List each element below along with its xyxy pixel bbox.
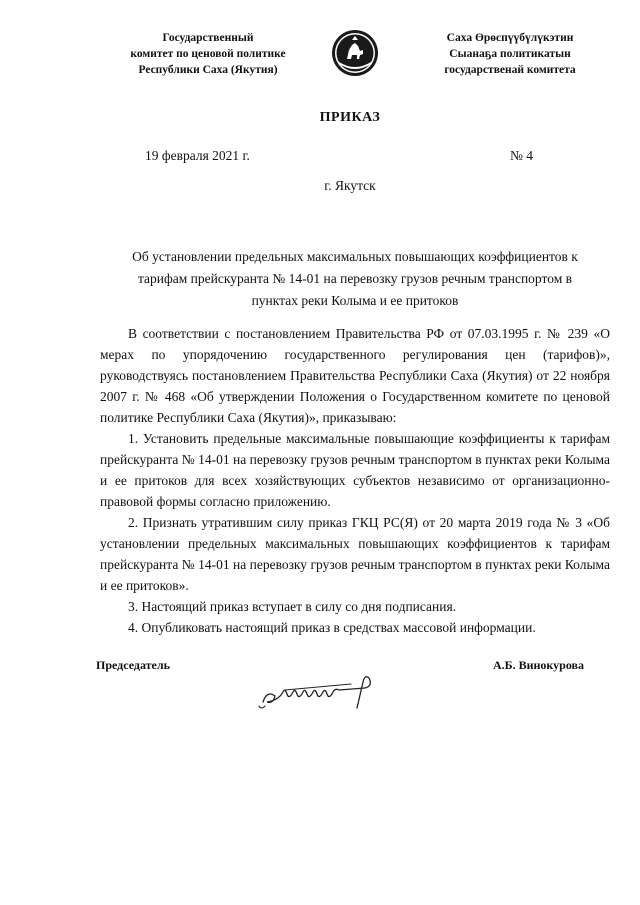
header-right bbox=[410, 30, 610, 78]
document-title: ПРИКАЗ bbox=[319, 110, 381, 125]
body-paragraph: 4. Опубликовать настоящий приказ в средствах массовой информации. bbox=[128, 620, 536, 635]
header-right-line: государственай комитета bbox=[444, 64, 576, 76]
header-right-line: Сыанаҕа политикатын bbox=[449, 48, 571, 60]
document-city: г. Якутск bbox=[324, 178, 376, 193]
signatory-role: Председатель bbox=[96, 658, 170, 672]
subject-line: пунктах реки Колыма и ее притоков bbox=[251, 293, 459, 308]
header-right-line: Саха Өрөспүүбүлүкэтин bbox=[446, 32, 574, 44]
body-paragraph: 2. Признать утратившим силу приказ ГКЦ РС(Я) от 20 марта 2019 года № 3 «Об установлении предельных максимальных повышающих коэффициентов к тарифам прейскуранта № 14-01 на перевозку грузов речным транспортом в пунктах реки Колыма и ее притоков». bbox=[100, 515, 610, 593]
header-left-line: Государственный bbox=[162, 32, 254, 44]
body-paragraph: 3. Настоящий приказ вступает в силу со дня подписания. bbox=[128, 599, 457, 614]
body-paragraph: В соответствии с постановлением Правительства РФ от 07.03.1995 г. № 239 «О мерах по упорядочению государственного регулирования цен (тарифов)», руководствуясь постановлением Правительства Республики Саха (Якутия) от 22 ноября 2007 г. № 468 «Об утверждении Положения о Государственном комитете по ценовой политике Республики Саха (Якутия)», приказываю: bbox=[100, 326, 610, 425]
header-left bbox=[108, 30, 308, 78]
body-paragraph: 1. Установить предельные максимальные повышающие коэффициенты к тарифам прейскуранта № 14-01 на перевозку грузов речным транспортом в пунктах реки Колыма и ее притоков для всех хозяйствующих субъектов независимо от организационно-правовой формы согласно приложению. bbox=[100, 431, 610, 509]
subject-line: тарифам прейскуранта № 14-01 на перевозку грузов речным транспортом в bbox=[137, 271, 573, 286]
document-number: № 4 bbox=[510, 148, 534, 163]
document-body bbox=[100, 323, 610, 638]
republic-emblem-icon bbox=[330, 28, 380, 78]
subject-line: Об установлении предельных максимальных повышающих коэффициентов к bbox=[132, 249, 578, 264]
handwritten-signature bbox=[255, 670, 385, 715]
header-left-line: комитет по ценовой политике bbox=[130, 48, 286, 60]
document-date: 19 февраля 2021 г. bbox=[145, 148, 250, 163]
document-subject bbox=[100, 246, 610, 312]
signatory-name: А.Б. Винокурова bbox=[493, 658, 585, 672]
header-left-line: Республики Саха (Якутия) bbox=[138, 64, 278, 76]
